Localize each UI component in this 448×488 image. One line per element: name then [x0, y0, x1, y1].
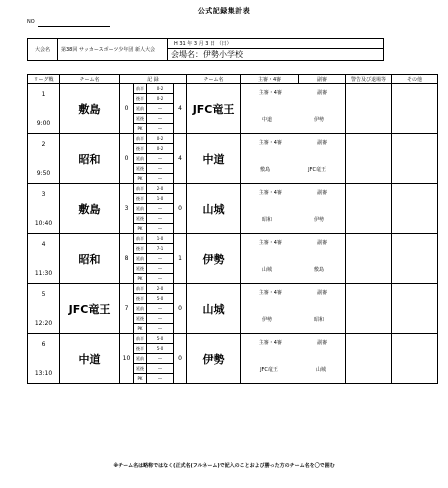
assistant-label: 副審 — [317, 90, 328, 96]
assistant-label: 副審 — [317, 240, 328, 246]
team2-total: 0 — [174, 284, 187, 334]
half-label: 後半 — [134, 344, 147, 354]
half-label: PK — [134, 374, 147, 384]
half-score: ― — [147, 354, 174, 364]
referee-team: 中道 — [262, 117, 273, 123]
tournament-name: 第38回 サッカースポーツ少年団 新人大会 — [58, 39, 168, 61]
cards-cell — [346, 284, 392, 334]
team2-total: 4 — [174, 84, 187, 134]
round-cell — [28, 334, 60, 384]
header-row — [28, 75, 438, 84]
round-cell — [28, 84, 60, 134]
header-record: 記 録 — [120, 75, 187, 84]
half-score: 0-2 — [147, 134, 174, 144]
team2-name: 山城 — [187, 184, 241, 234]
officials-cell — [241, 234, 346, 284]
half-score: ― — [147, 164, 174, 174]
referee-label: 主審・4審 — [258, 190, 282, 196]
half-score: ― — [147, 104, 174, 114]
team1-total: 3 — [120, 184, 134, 234]
officials-labels — [241, 289, 345, 296]
cards-cell — [346, 234, 392, 284]
half-score: ― — [147, 304, 174, 314]
half-label: 延後 — [134, 214, 147, 224]
half-score: 2-0 — [147, 284, 174, 294]
half-score: 7-1 — [147, 244, 174, 254]
half-score: ― — [147, 324, 174, 334]
round-number: 5 — [41, 290, 46, 298]
half-score: ― — [147, 274, 174, 284]
half-label: 延後 — [134, 364, 147, 374]
team1-total: 0 — [120, 134, 134, 184]
round-cell — [28, 184, 60, 234]
team1-total: 10 — [120, 334, 134, 384]
assistant-label: 副審 — [317, 140, 328, 146]
half-score: ― — [147, 114, 174, 124]
round-number: 4 — [41, 240, 46, 248]
officials-names — [241, 316, 345, 323]
no-label: NO — [27, 19, 35, 25]
half-score: ― — [147, 204, 174, 214]
half-score: ― — [147, 254, 174, 264]
assistant-label: 副審 — [317, 190, 328, 196]
half-score: 0-2 — [147, 144, 174, 154]
officials-names — [241, 216, 345, 223]
assistant-team: 伊勢 — [314, 117, 325, 123]
other-cell — [392, 334, 438, 384]
half-label: 後半 — [134, 144, 147, 154]
officials-labels — [241, 339, 345, 346]
half-label: 前半 — [134, 334, 147, 344]
other-cell — [392, 234, 438, 284]
team1-name: 中道 — [60, 334, 120, 384]
half-label: 後半 — [134, 194, 147, 204]
header-other: その他 — [392, 75, 438, 84]
record-table — [27, 74, 438, 384]
half-score: ― — [147, 214, 174, 224]
half-score: ― — [147, 174, 174, 184]
officials-labels — [241, 239, 345, 246]
half-label: 延前 — [134, 154, 147, 164]
other-cell — [392, 184, 438, 234]
round-number: 3 — [41, 190, 46, 198]
half-label: PK — [134, 124, 147, 134]
kickoff-time: 11:30 — [34, 269, 53, 277]
half-score: 1-0 — [147, 234, 174, 244]
match-date: H 31 年 3 月 3 日 （日） — [168, 39, 384, 49]
half-score: ― — [147, 224, 174, 234]
half-score: ― — [147, 264, 174, 274]
half-score: 0-2 — [147, 84, 174, 94]
referee-team: 伊勢 — [262, 317, 273, 323]
half-label: 後半 — [134, 294, 147, 304]
officials-cell — [241, 84, 346, 134]
half-label: PK — [134, 274, 147, 284]
referee-team: 昭和 — [262, 217, 273, 223]
round-cell — [28, 134, 60, 184]
venue: 会場名：伊勢小学校 — [168, 49, 384, 61]
team1-name: 昭和 — [60, 234, 120, 284]
cards-cell — [346, 334, 392, 384]
cards-cell — [346, 184, 392, 234]
info-table — [27, 38, 384, 61]
half-label: 延前 — [134, 304, 147, 314]
half-label: PK — [134, 324, 147, 334]
half-label: PK — [134, 174, 147, 184]
referee-team: 敷島 — [260, 167, 271, 173]
half-label: 延後 — [134, 314, 147, 324]
half-score: 0-2 — [147, 94, 174, 104]
kickoff-time: 12:20 — [34, 319, 53, 327]
match-row — [28, 284, 438, 294]
document-title: 公式記録集計表 — [197, 7, 251, 15]
team1-name: 敷島 — [60, 184, 120, 234]
team1-total: 8 — [120, 234, 134, 284]
referee-label: 主審・4審 — [258, 340, 282, 346]
half-score: ― — [147, 154, 174, 164]
other-cell — [392, 134, 438, 184]
referee-team: 山城 — [262, 267, 273, 273]
half-label: 延前 — [134, 254, 147, 264]
team2-total: 1 — [174, 234, 187, 284]
team2-total: 0 — [174, 334, 187, 384]
officials-names — [241, 266, 345, 273]
referee-label: 主審・4審 — [258, 90, 282, 96]
assistant-label: 副審 — [317, 290, 328, 296]
team1-total: 0 — [120, 84, 134, 134]
assistant-team: 山城 — [315, 367, 326, 373]
team1-name: 昭和 — [60, 134, 120, 184]
other-cell — [392, 284, 438, 334]
other-cell — [392, 84, 438, 134]
tournament-label: 大会名 — [28, 39, 58, 61]
assistant-team: 昭和 — [314, 317, 325, 323]
half-label: PK — [134, 224, 147, 234]
header-team2: チーム名 — [187, 75, 241, 84]
match-row — [28, 234, 438, 244]
officials-names — [241, 166, 345, 173]
kickoff-time: 13:10 — [34, 369, 53, 377]
team2-total: 4 — [174, 134, 187, 184]
half-label: 延後 — [134, 164, 147, 174]
half-score: 5-0 — [147, 334, 174, 344]
match-row — [28, 84, 438, 94]
half-label: 前半 — [134, 184, 147, 194]
half-score: ― — [147, 374, 174, 384]
header-assistant: 副審 — [299, 75, 346, 84]
team2-total: 0 — [174, 184, 187, 234]
header-team: チーム名 — [60, 75, 120, 84]
half-label: 後半 — [134, 94, 147, 104]
half-label: 延前 — [134, 104, 147, 114]
half-score: 5-0 — [147, 294, 174, 304]
team1-name: JFC竜王 — [60, 284, 120, 334]
officials-labels — [241, 139, 345, 146]
footnote: ※チーム名は略称ではなく(正式名(フルネーム)で記入のことおよび勝った方のチーム名を〇で囲む — [113, 463, 335, 469]
officials-cell — [241, 284, 346, 334]
team2-name: 中道 — [187, 134, 241, 184]
half-score: 5-0 — [147, 344, 174, 354]
assistant-label: 副審 — [317, 340, 328, 346]
team1-total: 7 — [120, 284, 134, 334]
cards-cell — [346, 134, 392, 184]
half-score: 1-0 — [147, 194, 174, 204]
half-label: 前半 — [134, 284, 147, 294]
half-label: 延前 — [134, 204, 147, 214]
match-row — [28, 334, 438, 344]
header-cards: 警告及び退場等 — [346, 75, 392, 84]
officials-names — [241, 116, 345, 123]
round-cell — [28, 284, 60, 334]
no-line — [38, 26, 110, 27]
match-row — [28, 184, 438, 194]
team2-name: 山城 — [187, 284, 241, 334]
cards-cell — [346, 84, 392, 134]
kickoff-time: 9:50 — [36, 169, 51, 177]
assistant-team: JFC竜王 — [308, 167, 326, 173]
half-score: 2-0 — [147, 184, 174, 194]
half-label: 延前 — [134, 354, 147, 364]
team1-name: 敷島 — [60, 84, 120, 134]
officials-names — [241, 366, 345, 373]
half-label: 前半 — [134, 134, 147, 144]
referee-team: JFC竜王 — [260, 367, 278, 373]
team2-name: JFC竜王 — [187, 84, 241, 134]
header-league: リーグ戦 — [28, 75, 60, 84]
round-number: 1 — [41, 90, 46, 98]
match-row — [28, 134, 438, 144]
officials-cell — [241, 134, 346, 184]
half-label: 前半 — [134, 84, 147, 94]
half-score: ― — [147, 314, 174, 324]
kickoff-time: 10:40 — [34, 219, 53, 227]
half-label: 前半 — [134, 234, 147, 244]
assistant-team: 伊勢 — [314, 217, 325, 223]
officials-labels — [241, 189, 345, 196]
officials-cell — [241, 334, 346, 384]
header-referee: 主審・4審 — [241, 75, 299, 84]
referee-label: 主審・4審 — [258, 240, 282, 246]
referee-label: 主審・4審 — [258, 140, 282, 146]
half-label: 後半 — [134, 244, 147, 254]
half-score: ― — [147, 124, 174, 134]
half-label: 延後 — [134, 114, 147, 124]
round-cell — [28, 234, 60, 284]
half-score: ― — [147, 364, 174, 374]
kickoff-time: 9:00 — [36, 119, 51, 127]
officials-cell — [241, 184, 346, 234]
team2-name: 伊勢 — [187, 334, 241, 384]
round-number: 6 — [41, 340, 46, 348]
round-number: 2 — [41, 140, 46, 148]
referee-label: 主審・4審 — [258, 290, 282, 296]
team2-name: 伊勢 — [187, 234, 241, 284]
officials-labels — [241, 89, 345, 96]
half-label: 延後 — [134, 264, 147, 274]
assistant-team: 敷島 — [314, 267, 325, 273]
